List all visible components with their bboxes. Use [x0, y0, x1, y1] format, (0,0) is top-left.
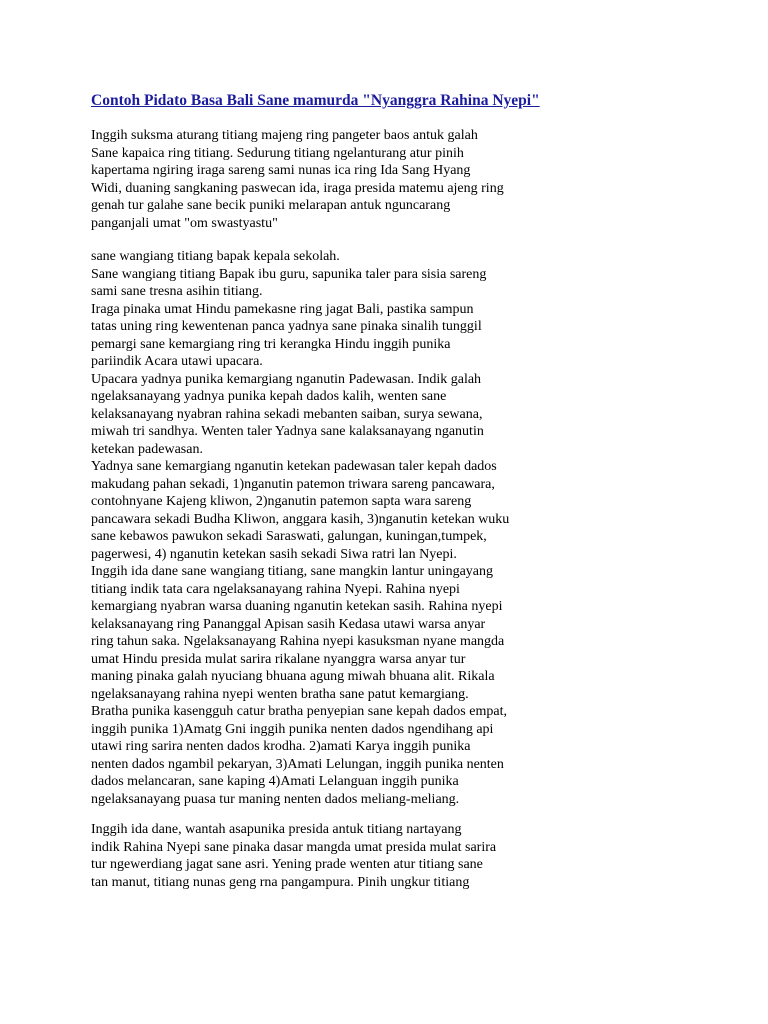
text-line: dados melancaran, sane kaping 4)Amati Lelanguan inggih punika	[91, 774, 459, 789]
text-line: Bratha punika kasengguh catur bratha penyepian sane kepah dados empat,	[91, 704, 507, 719]
text-line: Inggih ida dane sane wangiang titiang, sane mangkin lantur uningayang	[91, 564, 494, 579]
text-line: miwah tri sandhya. Wenten taler Yadnya sane kalaksanayang nganutin	[91, 424, 484, 439]
text-line: titiang indik tata cara ngelaksanayang rahina Nyepi. Rahina nyepi	[91, 581, 460, 597]
text-line: tur ngewerdiang jagat sane asri. Yening prade wenten atur titiang sane	[91, 857, 483, 872]
text-line: sami sane tresna asihin titiang.	[91, 284, 263, 299]
paragraph-1	[91, 127, 504, 232]
text-line: ngelaksanayang puasa tur maning nenten dados meliang-meliang.	[91, 791, 460, 807]
text-line: Upacara yadnya punika kemargiang nganutin Padewasan. Indik galah	[91, 371, 482, 387]
text-line: indik Rahina Nyepi sane pinaka dasar mangda umat presida mulat sarira	[91, 839, 497, 855]
text-line: panganjali umat "om swastyastu"	[91, 215, 278, 231]
text-line: sane wangiang titiang bapak kepala sekolah.	[91, 249, 340, 264]
text-line: kapertama ngiring iraga sareng sami nunas ica ring Ida Sang Hyang	[91, 163, 471, 178]
text-line: kelaksanayang ring Pananggal Apisan sasih Kedasa utawi warsa anyar	[91, 616, 486, 632]
text-line: genah tur galahe sane becik puniki melarapan antuk nguncarang	[91, 198, 451, 213]
text-line: pagerwesi, 4) nganutin ketekan sasih sekadi Siwa ratri lan Nyepi.	[91, 546, 457, 562]
text-line: umat Hindu presida mulat sarira rikalane nyanggra warsa anyar tur	[91, 651, 466, 667]
text-line: kemargiang nyabran warsa duaning nganutin ketekan sasih. Rahina nyepi	[91, 599, 503, 614]
text-line: Sane kapaica ring titiang. Sedurung titiang ngelanturang atur pinih	[91, 145, 464, 161]
text-line: tatas uning ring kewentenan panca yadnya sane pinaka sinalih tunggil	[91, 319, 482, 334]
text-line: pancawara sekadi Budha Kliwon, anggara kasih, 3)nganutin ketekan wuku	[91, 511, 510, 527]
text-line: Widi, duaning sangkaning paswecan ida, iraga presida matemu ajeng ring	[91, 180, 504, 196]
text-line: nenten dados ngambil pekaryan, 3)Amati Lelungan, inggih punika nenten	[91, 756, 504, 772]
text-line: makudang pahan sekadi, 1)nganutin patemon triwara sareng pancawara,	[91, 476, 495, 492]
text-line: Inggih suksma aturang titiang majeng ring pangeter baos antuk galah	[91, 128, 478, 143]
text-line: maning pinaka galah nyuciang bhuana agung miwah bhuana alit. Rikala	[91, 669, 495, 684]
text-line: kelaksanayang nyabran rahina sekadi mebanten saiban, surya sewana,	[91, 406, 483, 422]
text-line: ngelaksanayang rahina nyepi wenten bratha sane patut kemargiang.	[91, 686, 469, 702]
text-line: Yadnya sane kemargiang nganutin ketekan padewasan taler kepah dados	[91, 459, 497, 474]
text-line: pariindik Acara utawi upacara.	[91, 354, 263, 369]
text-line: Inggih ida dane, wantah asapunika presida antuk titiang nartayang	[91, 822, 462, 837]
paragraph-3	[91, 821, 496, 891]
text-line: ring tahun saka. Ngelaksanayang Rahina nyepi kasuksman nyane mangda	[91, 634, 505, 649]
text-line: tan manut, titiang nunas geng rna pangampura. Pinih ungkur titiang	[91, 874, 470, 890]
document-title-link[interactable]: Contoh Pidato Basa Bali Sane mamurda "Nyanggra Rahina Nyepi"	[91, 92, 540, 109]
text-line: inggih punika 1)Amatg Gni inggih punika nenten dados ngendihang api	[91, 721, 494, 737]
text-line: Iraga pinaka umat Hindu pamekasne ring jagat Bali, pastika sampun	[91, 301, 474, 317]
text-line: ngelaksanayang yadnya punika kepah dados kalih, wenten sane	[91, 389, 447, 404]
text-line: Sane wangiang titiang Bapak ibu guru, sapunika taler para sisia sareng	[91, 266, 487, 282]
text-line: contohnyane Kajeng kliwon, 2)nganutin patemon sapta wara sareng	[91, 494, 472, 509]
text-line: utawi ring sarira nenten dados krodha. 2)amati Karya inggih punika	[91, 739, 471, 754]
text-line: ketekan padewasan.	[91, 441, 203, 457]
paragraph-2	[91, 248, 509, 808]
text-line: pemargi sane kemargiang ring tri kerangka Hindu inggih punika	[91, 336, 451, 352]
text-line: sane kebawos pawukon sekadi Saraswati, galungan, kuningan,tumpek,	[91, 529, 487, 544]
